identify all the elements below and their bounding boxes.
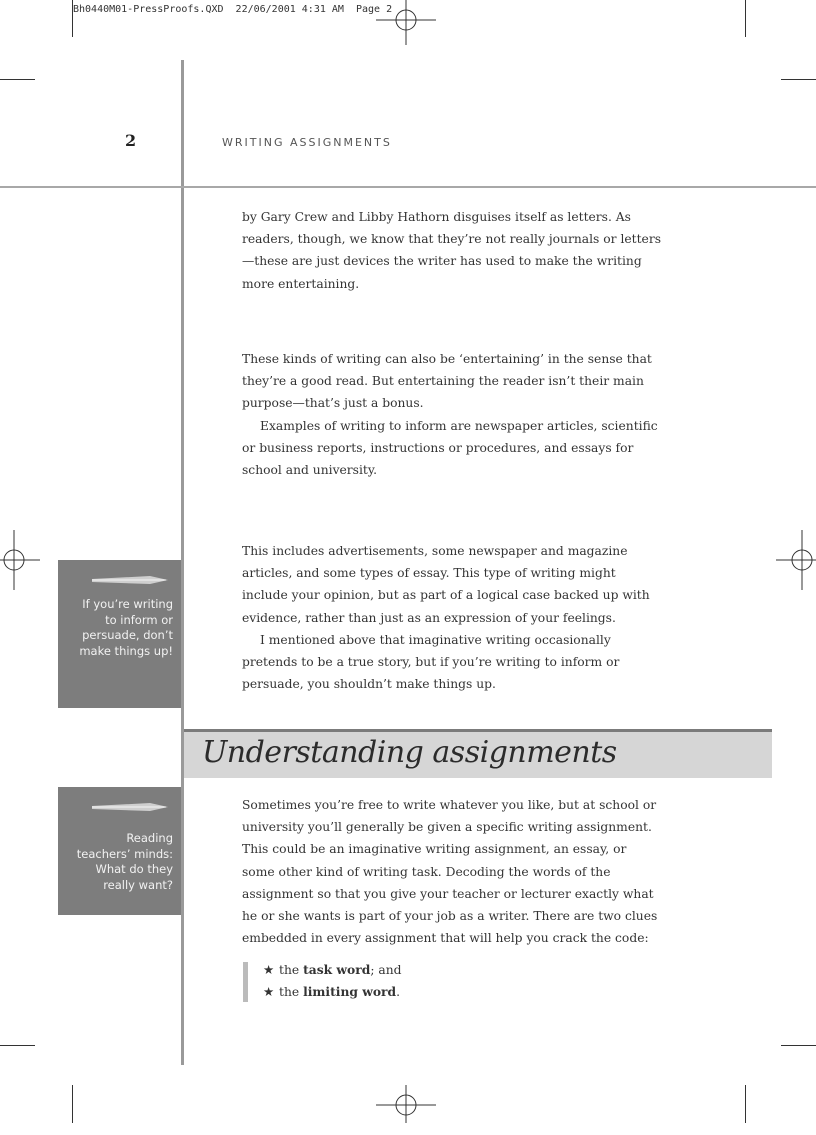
star-icon: ★ (263, 985, 275, 999)
header-rule (0, 186, 816, 188)
registration-mark-left (0, 530, 40, 590)
paragraph-3 (242, 540, 662, 695)
paragraph-text: These kinds of writing can also be ‘entertaining’ in the sense that they’re a good read. But entertaining the reader isn’t their main purpose—that’s just a bonus. (242, 352, 652, 411)
paragraph-text: This includes advertisements, some newspaper and magazine articles, and some types of essay. This type of writing might include your opinion, but as part of a logical case backed up with evidence, rather than just as an expression of your feelings. (242, 544, 650, 625)
paragraph-text: Examples of writing to inform are newspaper articles, scientific or business reports, instructions or procedures, and essays for school and university. (242, 418, 658, 478)
section-heading: Understanding assignments (202, 735, 617, 770)
paragraph-1 (242, 206, 662, 295)
registration-mark-top (376, 0, 436, 50)
list-item (263, 962, 402, 977)
crop-mark (0, 79, 35, 80)
printer-slug: Bh0440M01-PressProofs.QXD 22/06/2001 4:31 AM Page 2 (73, 4, 393, 15)
paragraph-4 (242, 794, 662, 949)
margin-note-1 (58, 560, 181, 708)
list-item-prefix: the (279, 963, 304, 977)
bullet-bar (243, 962, 248, 1002)
pen-icon (90, 574, 170, 586)
star-icon: ★ (263, 963, 275, 977)
crop-mark (781, 79, 816, 80)
list-item-keyword: task word (303, 962, 371, 977)
registration-mark-right (776, 530, 816, 590)
list-item (263, 984, 400, 999)
crop-mark (72, 1085, 73, 1123)
list-item-prefix: the (279, 985, 304, 999)
list-item-suffix: ; and (370, 963, 402, 977)
page-number: 2 (125, 131, 137, 150)
list-item-suffix: . (396, 985, 401, 999)
registration-mark-bottom (376, 1085, 436, 1135)
crop-mark (0, 1045, 35, 1046)
crop-mark (745, 0, 746, 37)
margin-note-text: Reading teachers’ minds: What do they really want? (76, 831, 173, 892)
paragraph-text: by Gary Crew and Libby Hathorn disguises itself as letters. As readers, though, we know that they’re not really journals or letters—these are just devices the writer has used to make the writing more entertaining. (242, 210, 662, 291)
crop-mark (72, 0, 73, 37)
pen-icon (90, 801, 170, 813)
margin-note-text: If you’re writing to inform or persuade, don’t make things up! (79, 597, 173, 658)
crop-mark (781, 1045, 816, 1046)
paragraph-text: Sometimes you’re free to write whatever you like, but at school or university you’ll generally be given a specific writing assignment. This could be an imaginative writing assignment, an essay, or some other kind of writing task. Decoding the words of the assignment so that you give your teacher or lecturer exactly what he or she wants is part of your job as a writer. There are two clues embedded in every assignment that will help you crack the code: (242, 798, 658, 946)
paragraph-2 (242, 348, 662, 481)
crop-mark (745, 1085, 746, 1123)
running-head: WRITING ASSIGNMENTS (222, 136, 392, 149)
list-item-keyword: limiting word (303, 984, 397, 999)
margin-spine (181, 60, 184, 1065)
margin-note-2 (58, 787, 181, 915)
paragraph-text: I mentioned above that imaginative writing occasionally pretends to be a true story, but if you’re writing to inform or persuade, you shouldn’t make things up. (242, 632, 620, 692)
